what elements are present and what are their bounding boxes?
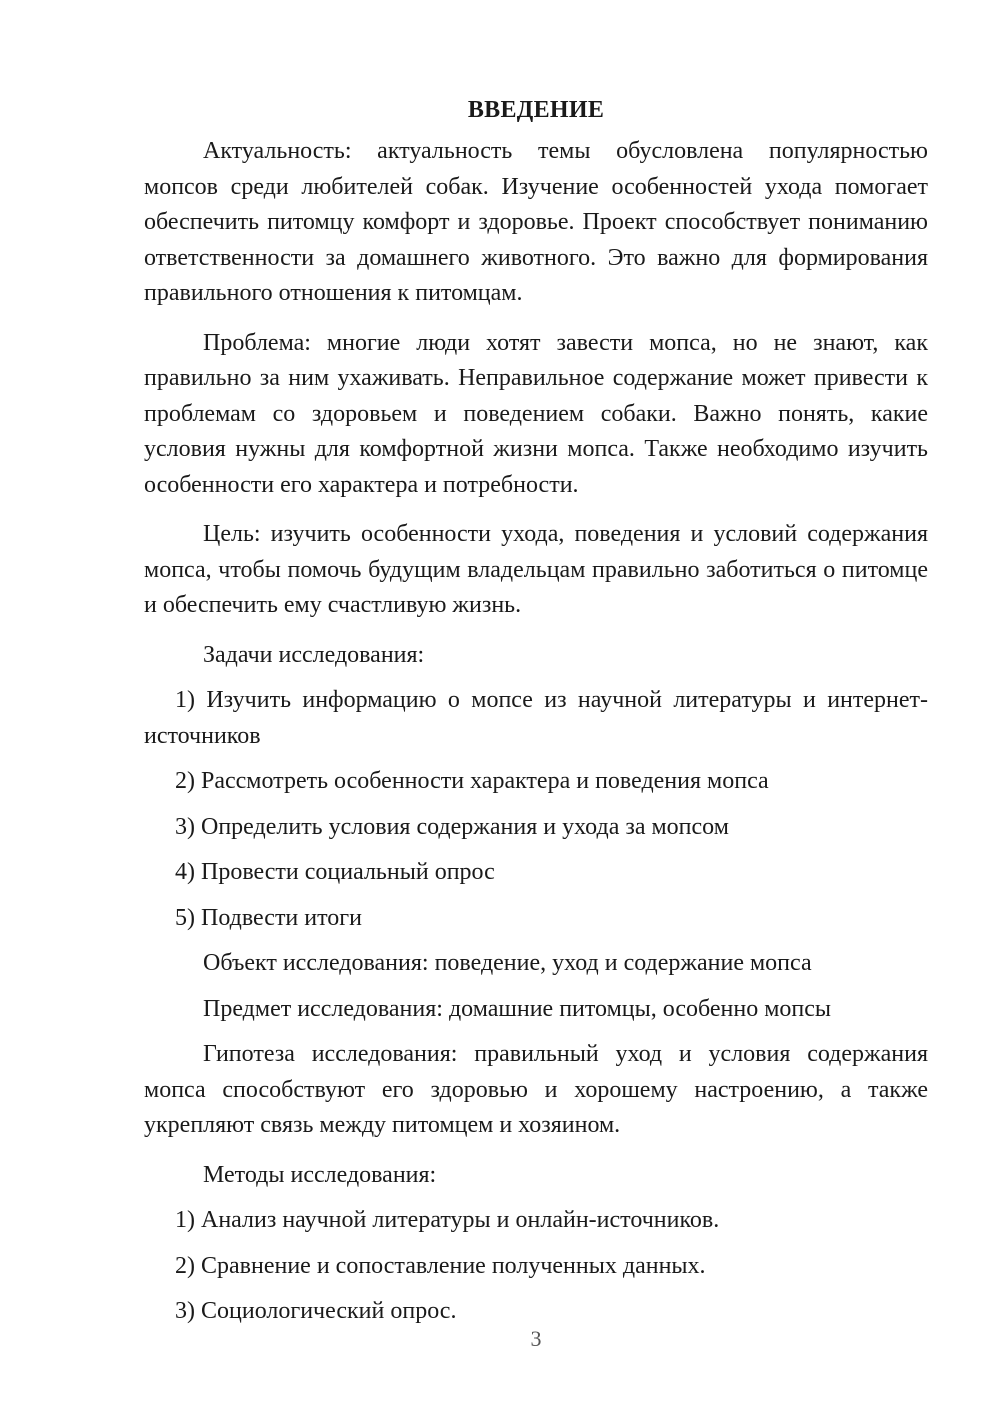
page-number: 3 <box>530 1326 542 1351</box>
subject-line: Предмет исследования: домашние питомцы, особенно мопсы <box>203 995 832 1022</box>
method-item: 3) Социологический опрос. <box>175 1298 457 1324</box>
task-item: 2) Рассмотреть особенности характера и поведения мопса <box>175 768 769 794</box>
task-item: 3) Определить условия содержания и ухода за мопсом <box>175 813 729 840</box>
task-item: 4) Провести социальный опрос <box>175 859 495 885</box>
object-line: Объект исследования: поведение, уход и содержание мопса <box>203 950 812 976</box>
document-page <box>144 92 928 1330</box>
problem-paragraph: Проблема: многие люди хотят завести мопса, но не знают, как правильно за ним ухаживать. Неправильное содержание может привести к проблемам со здоровьем и поведением собаки. Важно понять, какие условия нужны для комфортной жизни мопса. Также необходимо изучить особенности его характера и потребности. <box>144 329 928 498</box>
relevance-paragraph: Актуальность: актуальность темы обусловлена популярностью мопсов среди любителей собак. Изучение особенностей ухода помогает обеспечить питомцу комфорт и здоровье. Проект способствует пониманию ответственности за домашнего животного. Это важно для формирования правильного отношения к питомцам. <box>144 138 928 306</box>
task-item: 1) Изучить информацию о мопсе из научной литературы и интернет-источников <box>144 687 928 749</box>
goal-paragraph: Цель: изучить особенности ухода, поведения и условий содержания мопса, чтобы помочь будущим владельцам правильно заботиться о питомце и обеспечить ему счастливую жизнь. <box>144 521 928 618</box>
methods-label: Методы исследования: <box>203 1161 437 1188</box>
task-item: 5) Подвести итоги <box>175 904 362 931</box>
hypothesis-paragraph: Гипотеза исследования: правильный уход и условия содержания мопса способствуют его здоровью и хорошему настроению, а также укрепляют связь между питомцем и хозяином. <box>144 1041 928 1138</box>
method-item: 2) Сравнение и сопоставление полученных данных. <box>175 1252 706 1279</box>
section-heading: ВВЕДЕНИЕ <box>467 97 605 123</box>
method-item: 1) Анализ научной литературы и онлайн-источников. <box>175 1207 720 1233</box>
tasks-label: Задачи исследования: <box>203 641 425 668</box>
